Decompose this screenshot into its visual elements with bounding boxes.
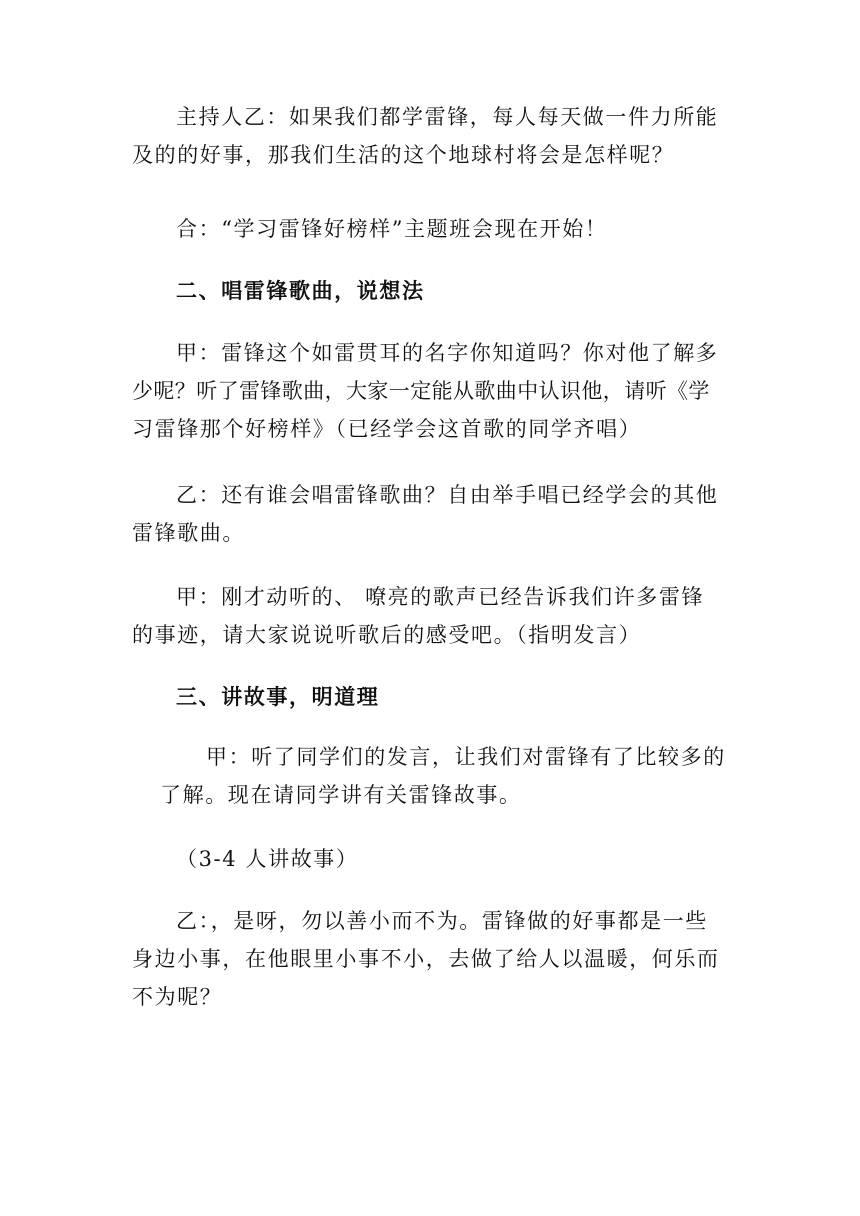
- paragraph-story-note: [132, 840, 732, 878]
- heading-text: 二、唱雷锋歌曲，说想法: [176, 278, 425, 303]
- text-line: 少呢？听了雷锋歌曲，大家一定能从歌曲中认识他，请听《学: [132, 379, 710, 403]
- text-line: 乙：，是呀，勿以善小而不为。雷锋做的好事都是一些: [176, 909, 708, 933]
- paragraph-yi-who-sings: [132, 476, 732, 552]
- text-line: 身边小事，在他眼里小事不小，去做了给人以温暖，何乐而: [132, 947, 720, 971]
- text-line: 主持人乙：如果我们都学雷锋，每人每天做一件力所能: [176, 105, 719, 129]
- paragraph-jia-songs: [132, 334, 732, 448]
- paragraph-yi-small-deeds: [132, 902, 732, 1016]
- text-line: 不为呢？: [132, 985, 223, 1009]
- text-line: （3-4 人讲故事）: [176, 847, 359, 871]
- text-line: 雷锋歌曲。: [132, 521, 245, 545]
- paragraph-host-yi-intro: [132, 98, 732, 174]
- paragraph-together-start: [132, 210, 732, 248]
- text-line: 习雷锋那个好榜样》（已经学会这首歌的同学齐唱）: [132, 417, 642, 441]
- text-line: 合：“学习雷锋好榜样”主题班会现在开始！: [176, 217, 608, 241]
- section-heading-3: [132, 678, 732, 716]
- text-line: 乙：还有谁会唱雷锋歌曲？自由举手唱已经学会的其他: [176, 483, 719, 507]
- section-heading-2: [132, 272, 732, 310]
- text-line: 及的的好事，那我们生活的这个地球村将会是怎样呢？: [132, 143, 675, 167]
- text-line: 了解。现在请同学讲有关雷锋故事。: [160, 783, 522, 807]
- paragraph-jia-feelings: [132, 578, 732, 654]
- text-line: 的事迹，请大家说说听歌后的感受吧。（指明发言）: [132, 623, 642, 647]
- text-line: 甲：雷锋这个如雷贯耳的名字你知道吗？你对他了解多: [176, 341, 719, 365]
- paragraph-jia-stories: [132, 738, 732, 814]
- heading-text: 三、讲故事，明道理: [176, 684, 380, 709]
- text-line: 甲：刚才动听的、 嘹亮的歌声已经告诉我们许多雷锋: [176, 585, 705, 609]
- text-line: 甲：听了同学们的发言，让我们对雷锋有了比较多的: [206, 745, 726, 769]
